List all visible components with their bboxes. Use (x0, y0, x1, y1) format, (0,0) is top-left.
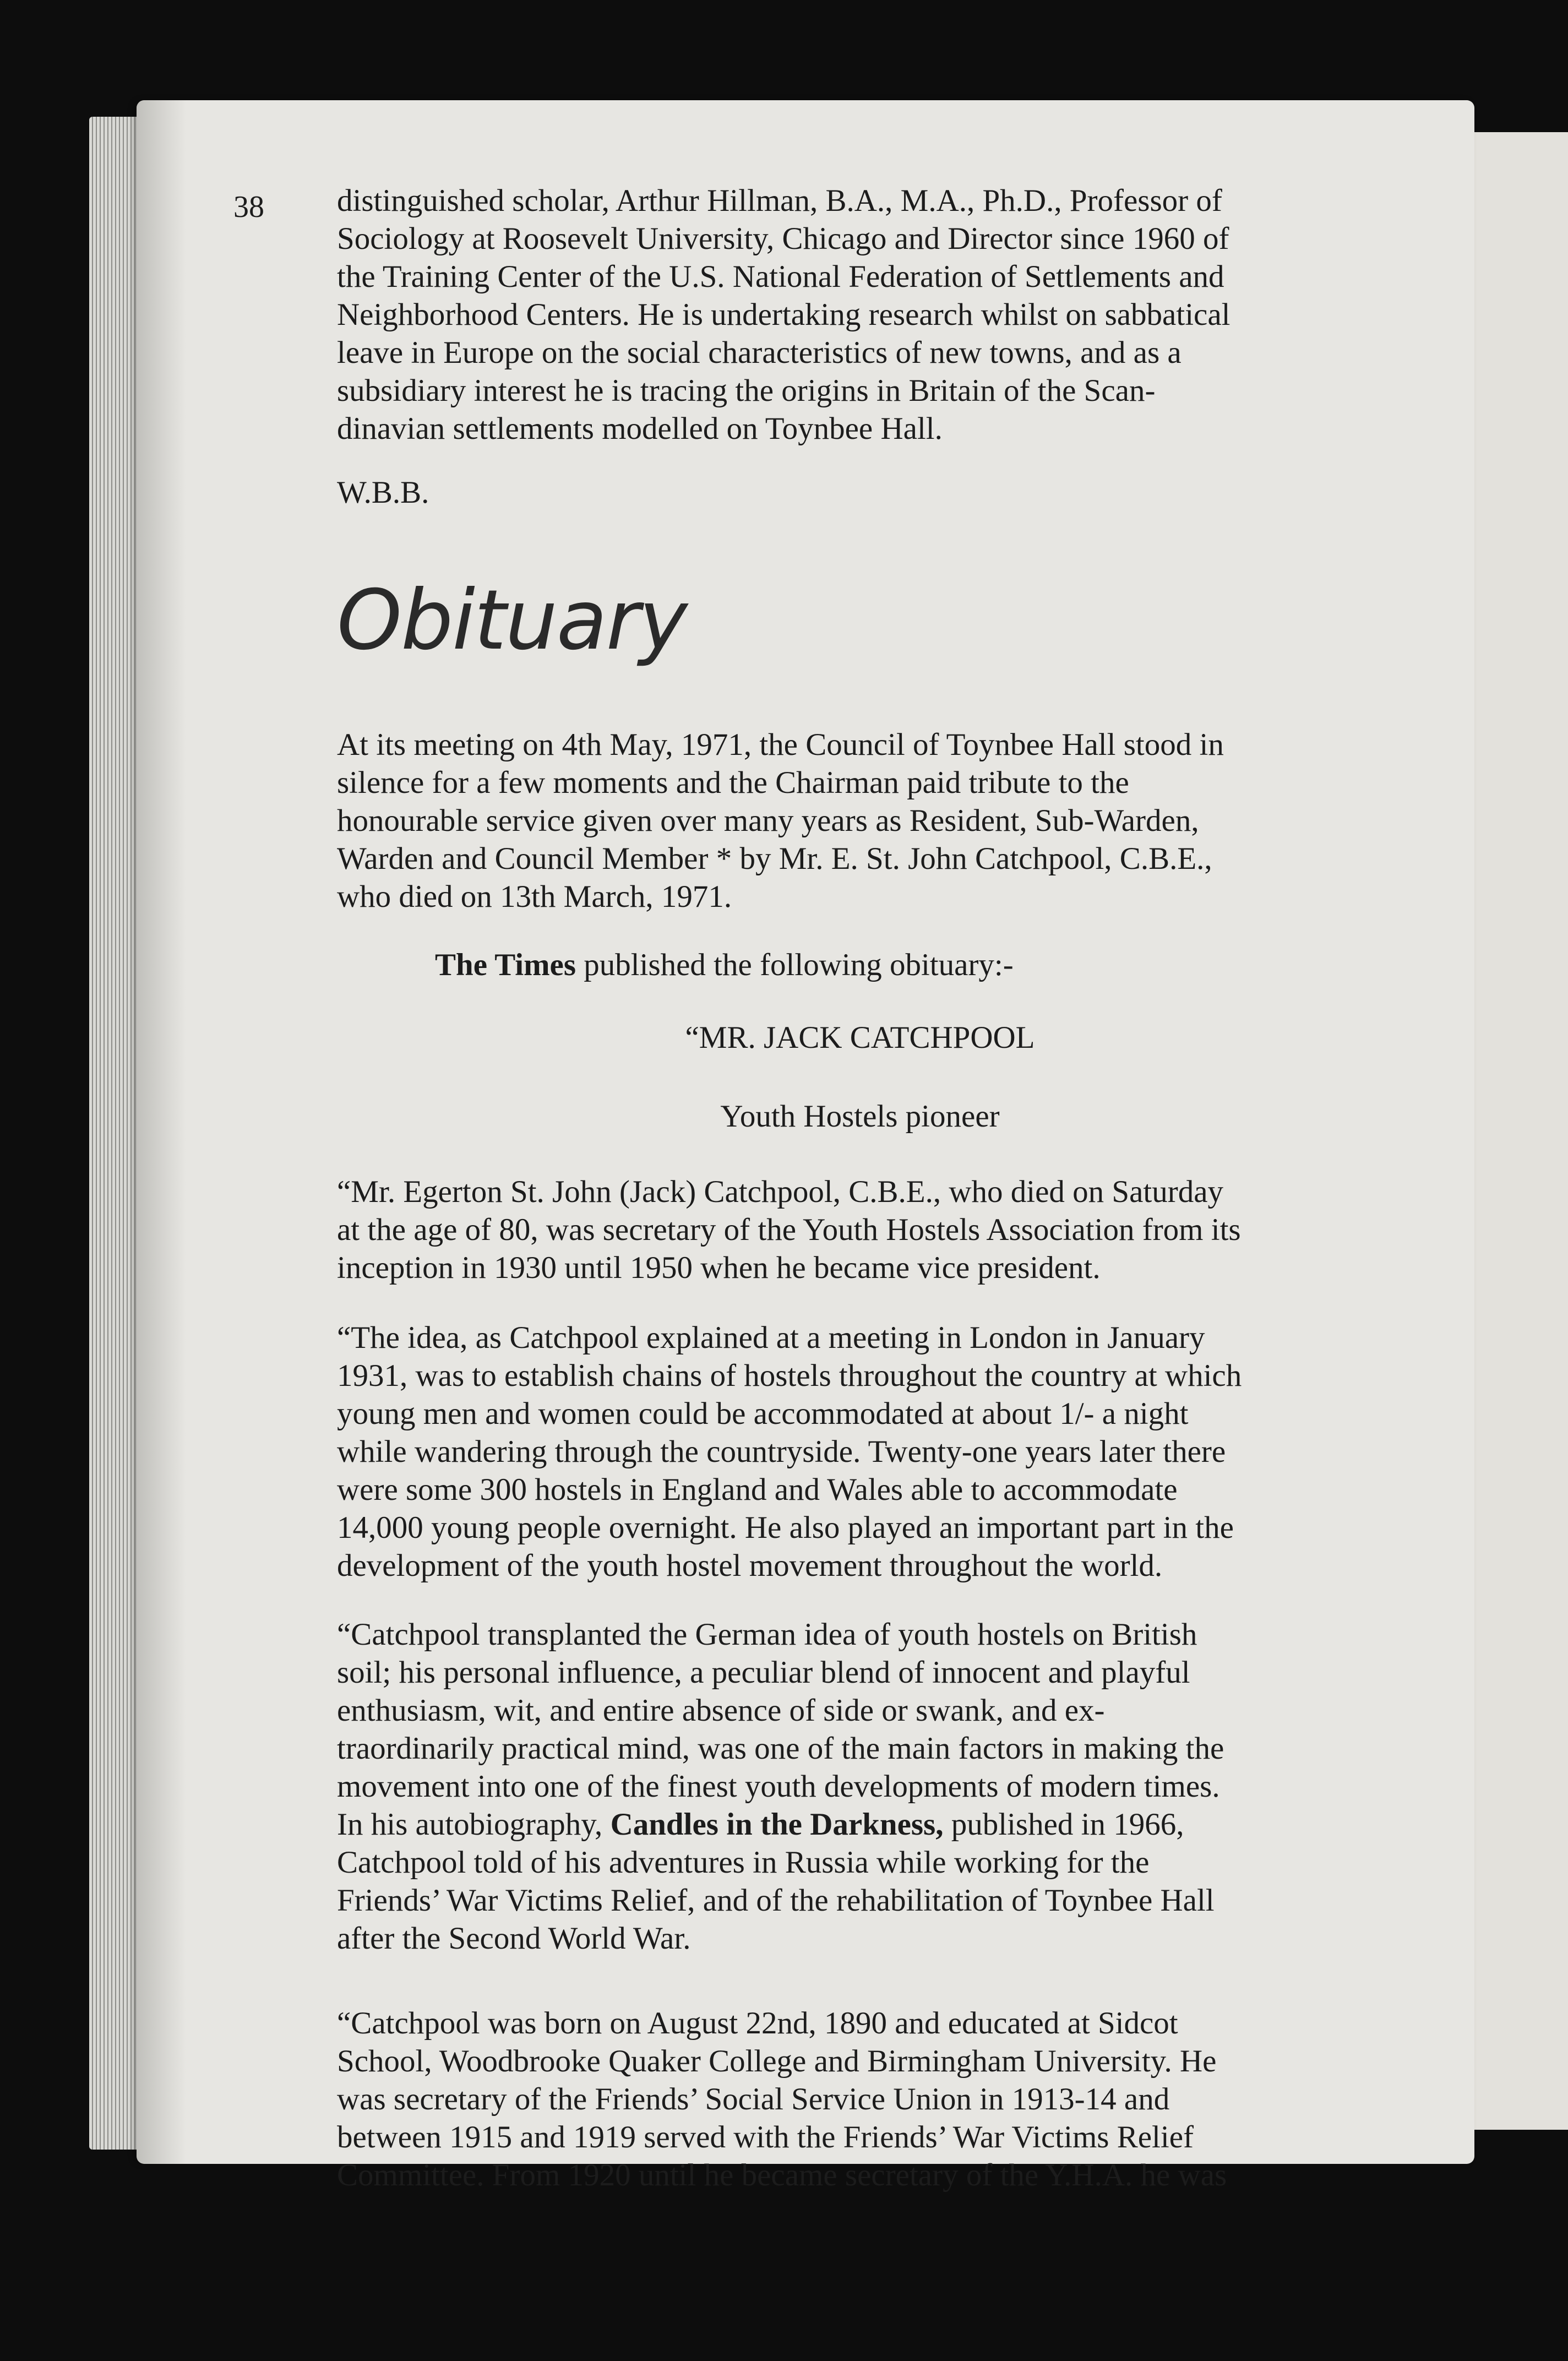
text-line: soil; his personal influence, a peculiar blend of innocent and playful (337, 1655, 1190, 1690)
text-line: Friends’ War Victims Relief, and of the rehabilitation of Toynbee Hall (337, 1883, 1215, 1918)
text-line: “Catchpool transplanted the German idea of youth hostels on British (337, 1617, 1197, 1652)
page-number: 38 (233, 190, 264, 224)
text-line: Sociology at Roosevelt University, Chicago and Director since 1960 of (337, 221, 1229, 256)
text-line: inception in 1930 until 1950 when he became vice president. (337, 1250, 1101, 1285)
obituary-heading: Obituary (337, 573, 687, 668)
page-edges (89, 117, 144, 2150)
text-line: In his autobiography, Candles in the Darkness, published in 1966, (337, 1807, 1184, 1842)
text-line: distinguished scholar, Arthur Hillman, B.A., M.A., Ph.D., Professor of (337, 183, 1222, 218)
obituary-paragraph-1 (337, 1173, 1383, 1287)
text-line: traordinarily practical mind, was one of the main factors in making the (337, 1731, 1224, 1766)
text-line: between 1915 and 1919 served with the Friends’ War Victims Relief (337, 2120, 1194, 2155)
text-line: at the age of 80, was secretary of the Youth Hostels Association from its (337, 1212, 1241, 1247)
text-line: who died on 13th March, 1971. (337, 879, 732, 914)
text-line: Warden and Council Member * by Mr. E. St. John Catchpool, C.B.E., (337, 841, 1212, 876)
text-line: “The idea, as Catchpool explained at a meeting in London in January (337, 1320, 1205, 1355)
text-line: “Mr. Egerton St. John (Jack) Catchpool, C.B.E., who died on Saturday (337, 1174, 1224, 1209)
text-line: Neighborhood Centers. He is undertaking research whilst on sabbatical (337, 297, 1231, 332)
text-line: silence for a few moments and the Chairman paid tribute to the (337, 765, 1129, 800)
text-line: movement into one of the finest youth developments of modern times. (337, 1769, 1220, 1804)
text-line: were some 300 hostels in England and Wales able to accommodate (337, 1472, 1178, 1507)
text-line: young men and women could be accommodated at about 1/- a night (337, 1396, 1189, 1431)
council-meeting-paragraph (337, 726, 1383, 916)
times-intro-text: published the following obituary:- (576, 948, 1014, 982)
text-line: Committee. From 1920 until he became secretary of the Y.H.A. he was (337, 2158, 1227, 2193)
text-line: enthusiasm, wit, and entire absence of side or swank, and ex- (337, 1693, 1105, 1728)
text-line: the Training Center of the U.S. National Federation of Settlements and (337, 259, 1224, 294)
text-line: development of the youth hostel movement throughout the world. (337, 1548, 1163, 1583)
text-line: while wandering through the countryside. Twenty-one years later there (337, 1434, 1226, 1469)
gutter-shadow (137, 100, 186, 2164)
obituary-paragraph-2 (337, 1319, 1383, 1585)
text-line: dinavian settlements modelled on Toynbee Hall. (337, 411, 943, 446)
intro-paragraph (337, 182, 1383, 448)
obituary-paragraph-3 (337, 1615, 1383, 1957)
text-line: subsidiary interest he is tracing the origins in Britain of the Scan- (337, 373, 1156, 408)
book-title: Candles in the Darkness, (610, 1807, 944, 1842)
newspaper-name: The Times (435, 948, 576, 982)
text-line: was secretary of the Friends’ Social Service Union in 1913-14 and (337, 2082, 1170, 2117)
text-line: At its meeting on 4th May, 1971, the Council of Toynbee Hall stood in (337, 727, 1224, 762)
obituary-paragraph-4 (337, 2004, 1383, 2194)
text-line: after the Second World War. (337, 1921, 691, 1956)
text-line: School, Woodbrooke Quaker College and Birmingham University. He (337, 2044, 1217, 2079)
text-line: leave in Europe on the social characteristics of new towns, and as a (337, 335, 1182, 370)
obituary-subtitle: Youth Hostels pioneer (720, 1099, 1000, 1134)
text-line: Catchpool told of his adventures in Russia while working for the (337, 1845, 1150, 1880)
text-line: 1931, was to establish chains of hostels throughout the country at which (337, 1358, 1242, 1393)
signature: W.B.B. (337, 475, 429, 510)
text-line: “Catchpool was born on August 22nd, 1890 and educated at Sidcot (337, 2006, 1178, 2041)
obituary-title: “MR. JACK CATCHPOOL (685, 1020, 1035, 1055)
text-line: honourable service given over many years as Resident, Sub-Warden, (337, 803, 1199, 838)
times-intro-line (435, 947, 1014, 983)
text-line: 14,000 young people overnight. He also played an important part in the (337, 1510, 1234, 1545)
